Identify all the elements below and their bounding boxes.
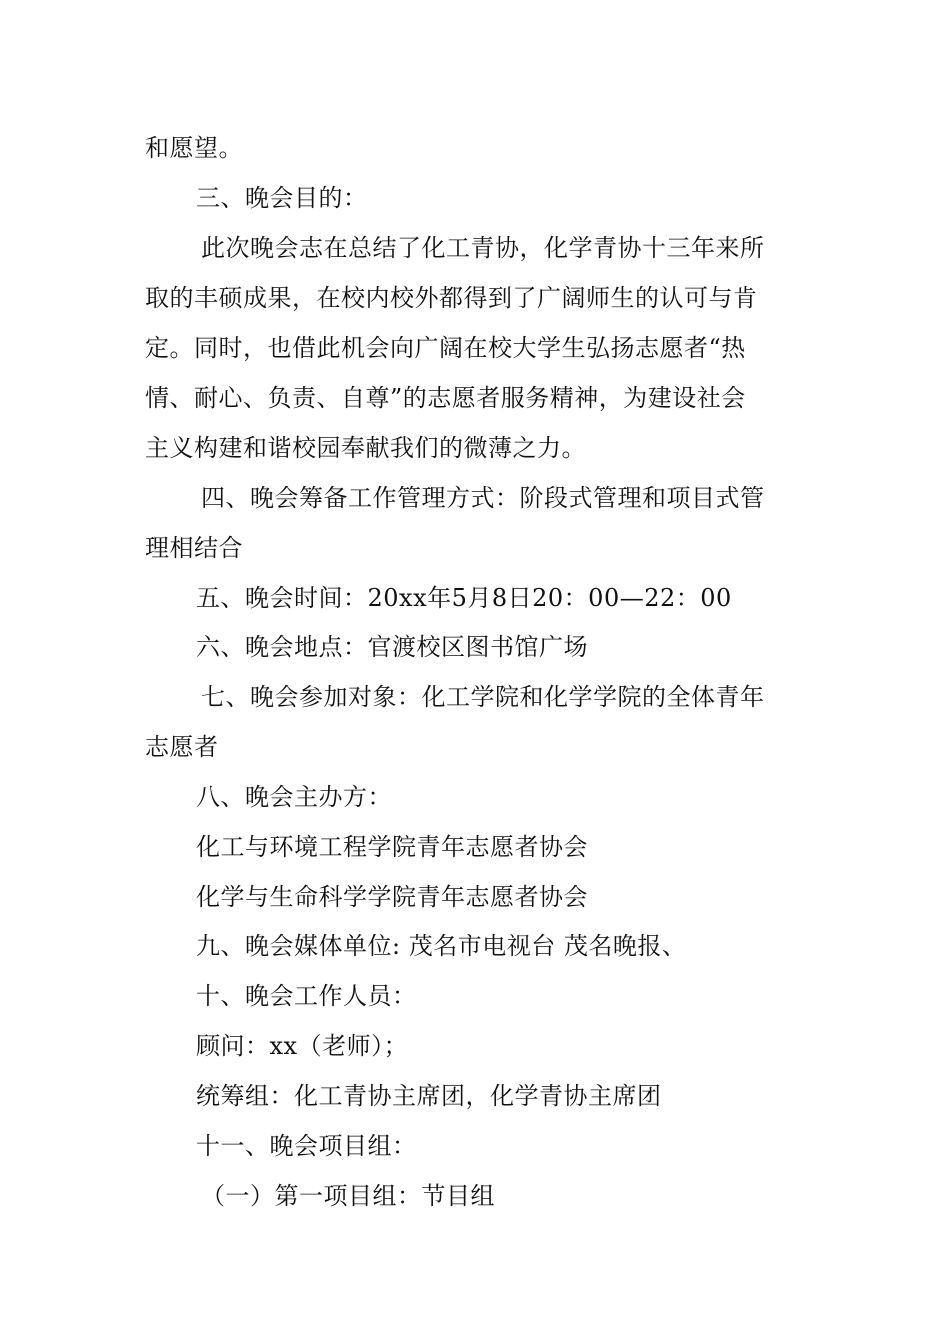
text-line: 化学与生命科学学院青年志愿者协会: [196, 883, 588, 911]
text-line: 取的丰硕成果，在校内校外都得到了广阔师生的认可与肯: [145, 284, 758, 312]
section-heading: 五、晚会时间：20xx年5月8日20：00—22：00: [196, 584, 732, 612]
text-line: 此次晚会志在总结了化工青协，化学青协十三年来所: [201, 234, 765, 262]
section-heading: 三、晚会目的：: [196, 184, 368, 212]
text-line: 和愿望。: [145, 134, 243, 162]
text-line: 顾问：xx（老师）；: [196, 1032, 409, 1060]
text-line: 主义构建和谐校园奉献我们的微薄之力。: [145, 434, 586, 462]
section-heading: 四、晚会筹备工作管理方式：阶段式管理和项目式管: [201, 484, 765, 512]
section-heading: 九、晚会媒体单位: 茂名市电视台 茂名晚报、: [196, 932, 687, 960]
section-heading: 八、晚会主办方：: [196, 783, 392, 811]
section-heading: 七、晚会参加对象：化工学院和化学学院的全体青年: [201, 683, 765, 711]
section-heading: 十一、晚会项目组：: [196, 1132, 417, 1160]
text-line: 情、耐心、负责、自尊”的志愿者服务精神，为建设社会: [145, 384, 746, 412]
text-line: 化工与环境工程学院青年志愿者协会: [196, 833, 588, 861]
section-heading: 十、晚会工作人员：: [196, 982, 417, 1010]
subsection-heading: （一）第一项目组：节目组: [201, 1182, 495, 1210]
text-line: 志愿者: [145, 733, 219, 761]
text-line: 统筹组：化工青协主席团，化学青协主席团: [196, 1082, 662, 1110]
text-line: 理相结合: [145, 534, 243, 562]
section-heading: 六、晚会地点：官渡校区图书馆广场: [196, 633, 588, 661]
text-line: 定。同时，也借此机会向广阔在校大学生弘扬志愿者“热: [145, 334, 746, 362]
